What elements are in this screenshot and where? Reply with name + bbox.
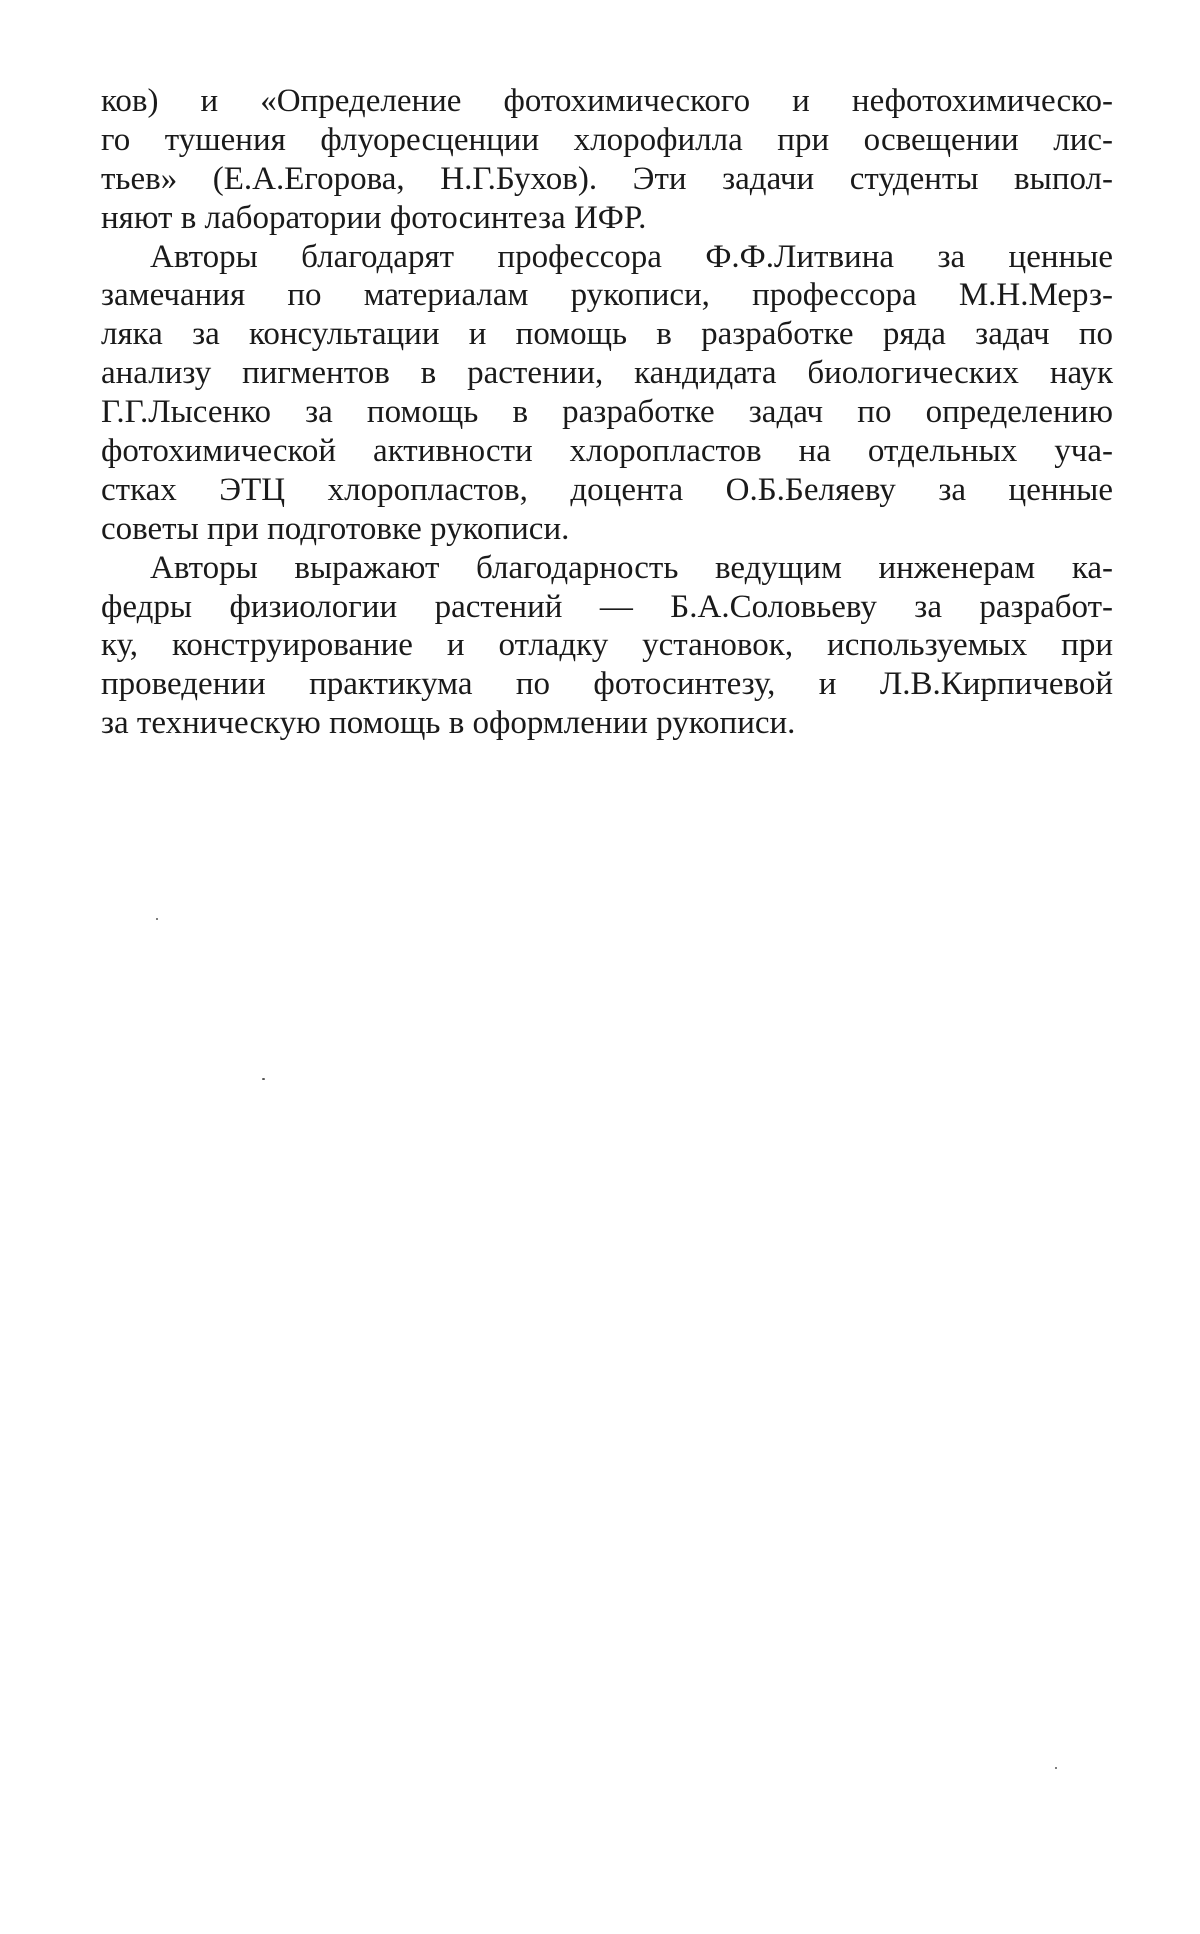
scan-speck (262, 1078, 265, 1080)
text-line: Авторы выражают благодарность ведущим инженерам ка- (101, 549, 1113, 588)
body-text (101, 82, 1113, 743)
text-line: анализу пигментов в растении, кандидата биологических наук (101, 354, 1113, 393)
text-line: стках ЭТЦ хлоропластов, доцента О.Б.Беляеву за ценные (101, 471, 1113, 510)
text-line: ков) и «Определение фотохимического и нефотохимическо- (101, 82, 1113, 121)
text-line: замечания по материалам рукописи, профессора М.Н.Мерз- (101, 276, 1113, 315)
text-line: фотохимической активности хлоропластов на отдельных уча- (101, 432, 1113, 471)
text-line: проведении практикума по фотосинтезу, и Л.В.Кирпичевой (101, 665, 1113, 704)
text-line: няют в лаборатории фотосинтеза ИФР. (101, 199, 1113, 238)
text-line: федры физиологии растений — Б.А.Соловьеву за разработ- (101, 588, 1113, 627)
text-line: тьев» (Е.А.Егорова, Н.Г.Бухов). Эти задачи студенты выпол- (101, 160, 1113, 199)
text-line: советы при подготовке рукописи. (101, 510, 1113, 549)
scan-speck (156, 918, 158, 920)
paragraph-1 (101, 82, 1113, 238)
text-line: за техническую помощь в оформлении рукописи. (101, 704, 1113, 743)
paragraph-3 (101, 549, 1113, 743)
scan-speck (1055, 1767, 1057, 1769)
text-line: Г.Г.Лысенко за помощь в разработке задач по определению (101, 393, 1113, 432)
document-page (0, 0, 1200, 1934)
text-line: Авторы благодарят профессора Ф.Ф.Литвина за ценные (101, 238, 1113, 277)
text-line: ляка за консультации и помощь в разработке ряда задач по (101, 315, 1113, 354)
text-line: го тушения флуоресценции хлорофилла при освещении лис- (101, 121, 1113, 160)
paragraph-2 (101, 238, 1113, 549)
text-line: ку, конструирование и отладку установок, используемых при (101, 626, 1113, 665)
